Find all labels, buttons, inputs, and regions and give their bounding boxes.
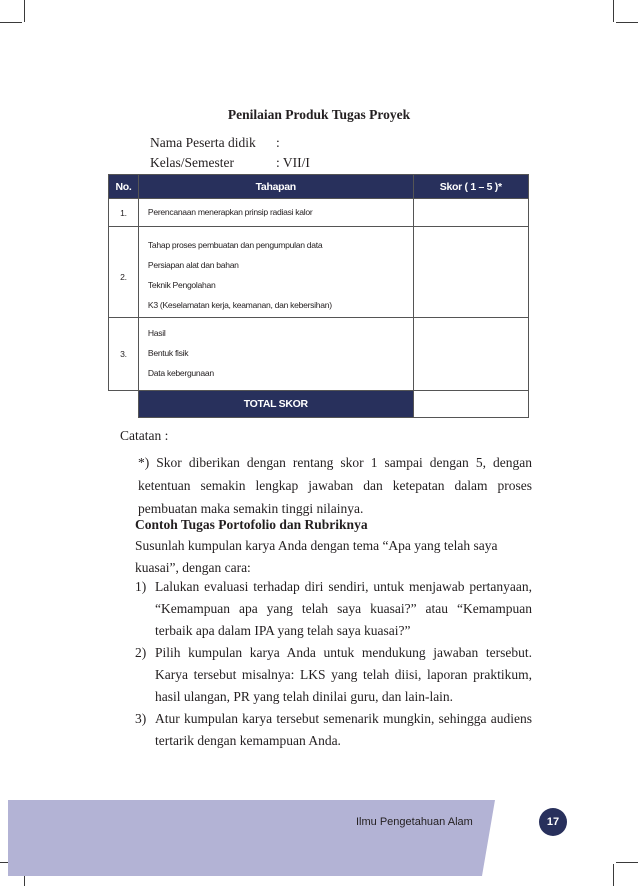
crop-mark xyxy=(0,22,22,23)
score-cell xyxy=(413,227,528,318)
score-cell xyxy=(413,199,528,227)
meta-name-value: : xyxy=(276,135,280,150)
list-item xyxy=(135,576,532,642)
total-score-cell xyxy=(413,391,528,418)
stage-item: Persiapan alat dan bahan xyxy=(147,260,239,270)
total-label: TOTAL SKOR xyxy=(138,391,413,418)
stage-item: Bentuk fisik xyxy=(147,348,189,358)
meta-class-label: Kelas/Semester xyxy=(150,155,234,170)
table-row xyxy=(109,227,529,318)
assessment-table xyxy=(108,174,529,418)
total-row xyxy=(109,391,529,418)
meta-class-value: : VII/I xyxy=(276,155,310,170)
header-no: No. xyxy=(109,175,139,199)
total-spacer xyxy=(109,391,139,418)
row-stage xyxy=(138,318,413,391)
row-stage xyxy=(138,199,413,227)
footer-bar xyxy=(8,800,495,876)
header-stage: Tahapan xyxy=(138,175,413,199)
stage-item: K3 (Keselamatan kerja, keamanan, dan kebersihan) xyxy=(147,300,332,310)
table-header-row xyxy=(109,175,529,199)
step-text: Lalukan evaluasi terhadap diri sendiri, untuk menjawab pertanyaan, “Kemampuan apa yang telah saya kuasai?” atau “Kemampuan terbaik apa dalam IPA yang telah saya kuasai?” xyxy=(155,579,532,638)
crop-mark xyxy=(24,0,25,22)
portfolio-title: Contoh Tugas Portofolio dan Rubriknya xyxy=(135,517,368,532)
table-row xyxy=(109,318,529,391)
stage-item: Data kebergunaan xyxy=(147,368,214,378)
footer-book-title: Ilmu Pengetahuan Alam xyxy=(356,816,473,828)
stage-item: Tahap proses pembuatan dan pengumpulan data xyxy=(147,240,323,250)
step-number: 2) xyxy=(135,645,147,660)
step-text: Pilih kumpulan karya Anda untuk mendukung jawaban tersebut. Karya tersebut misalnya: LKS yang telah diisi, laporan praktikum, hasil ulangan, PR yang telah dinilai guru, dan lain-lain. xyxy=(155,645,532,704)
row-stage xyxy=(138,227,413,318)
list-item xyxy=(135,708,532,752)
page-title: Penilaian Produk Tugas Proyek xyxy=(227,107,411,122)
meta-class-row xyxy=(150,155,310,171)
score-cell xyxy=(413,318,528,391)
stage-item: Hasil xyxy=(147,328,166,338)
portfolio-intro: Susunlah kumpulan karya Anda dengan tema “Apa yang telah saya kuasai”, dengan cara: xyxy=(135,538,498,575)
crop-mark xyxy=(613,864,614,886)
stage-item: Teknik Pengolahan xyxy=(147,280,216,290)
table-row xyxy=(109,199,529,227)
header-score: Skor ( 1 – 5 )* xyxy=(413,175,528,199)
step-number: 1) xyxy=(135,579,147,594)
step-number: 3) xyxy=(135,711,147,726)
row-number: 1. xyxy=(109,199,139,227)
portfolio-steps xyxy=(135,576,532,752)
crop-mark xyxy=(616,862,638,863)
page-number: 17 xyxy=(539,808,567,836)
row-number: 2. xyxy=(109,227,139,318)
step-text: Atur kumpulan karya tersebut semenarik mungkin, sehingga audiens tertarik dengan kemampuan Anda. xyxy=(155,711,532,748)
crop-mark xyxy=(616,22,638,23)
meta-name-label: Nama Peserta didik xyxy=(150,135,256,150)
list-item xyxy=(135,642,532,708)
notes-text: *) Skor diberikan dengan rentang skor 1 sampai dengan 5, dengan ketentuan semakin lengkap jawaban dan ketepatan dalam proses pembuatan maka semakin tinggi nilainya. xyxy=(138,455,532,516)
stage-item: Perencanaan menerapkan prinsip radiasi kalor xyxy=(147,207,313,217)
row-number: 3. xyxy=(109,318,139,391)
crop-mark xyxy=(613,0,614,22)
footer-bar-shape xyxy=(8,800,495,876)
notes-heading: Catatan : xyxy=(120,428,169,443)
meta-name-row xyxy=(150,135,280,151)
